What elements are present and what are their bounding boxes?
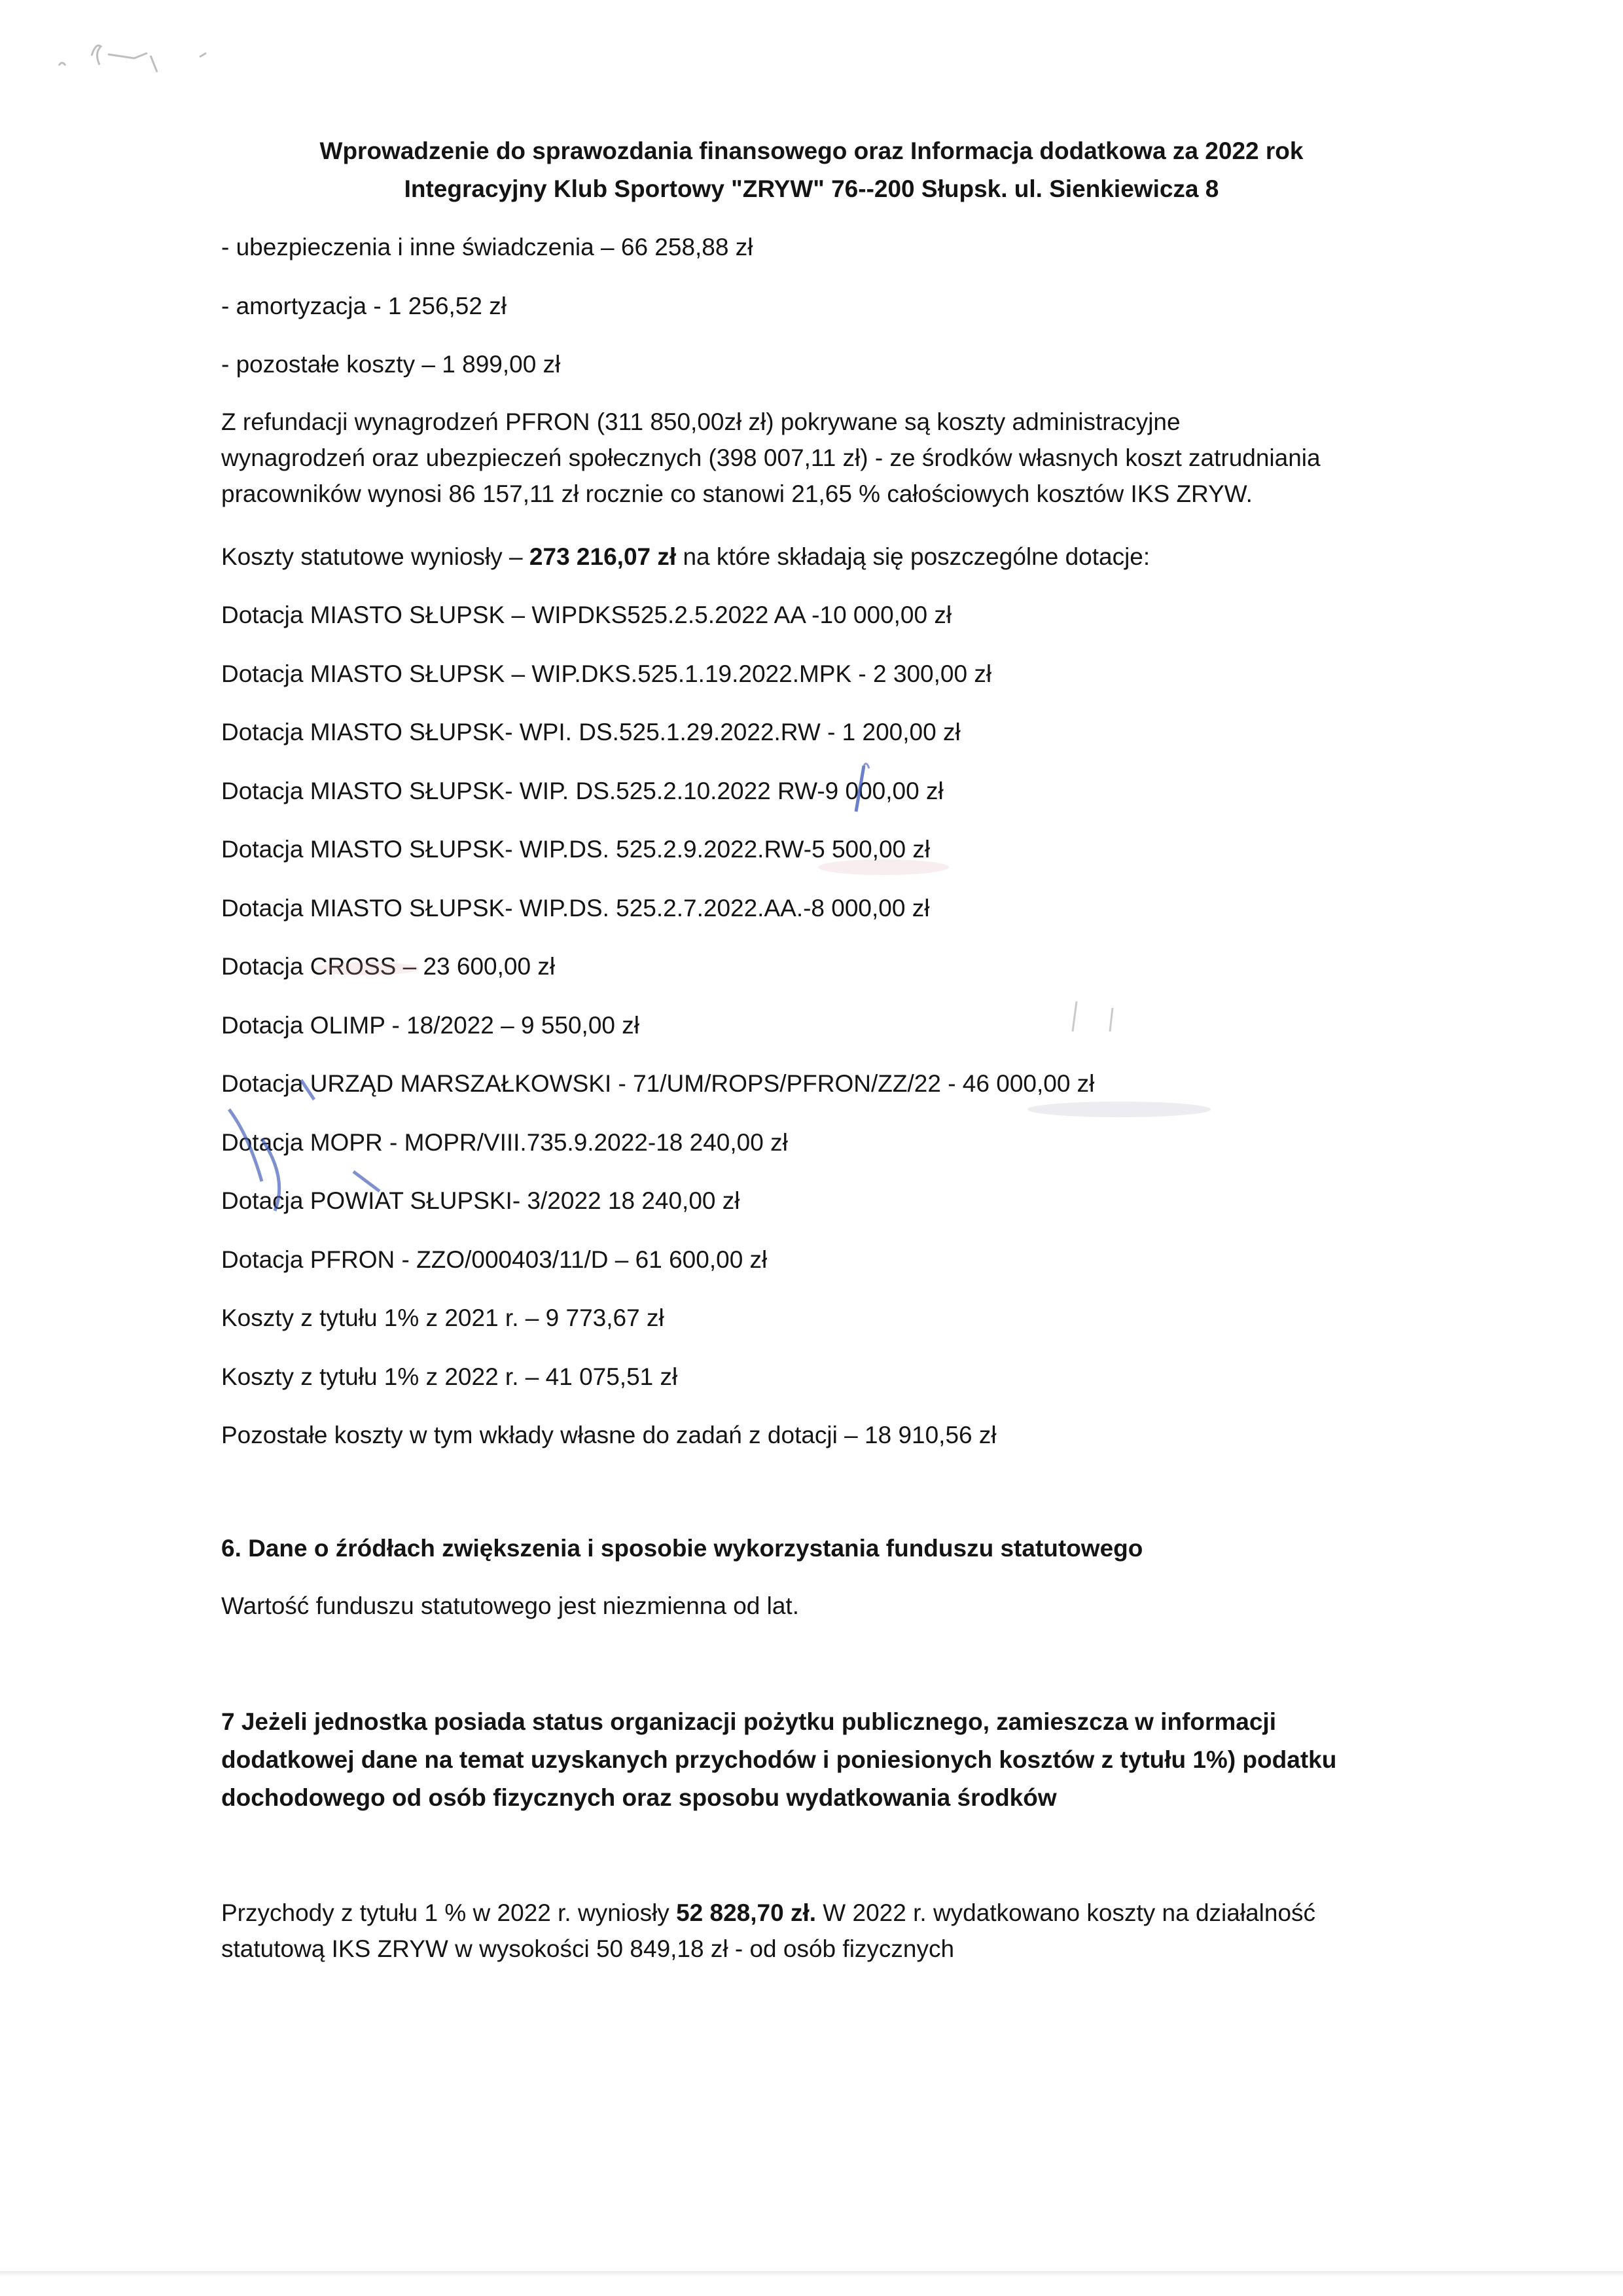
scan-mark-icon bbox=[46, 29, 216, 92]
subsidy-item: Koszty z tytułu 1% z 2022 r. – 41 075,51 zł bbox=[221, 1363, 678, 1390]
income-paragraph-line2: statutową IKS ZRYW w wysokości 50 849,18 zł - od osób fizycznych bbox=[221, 1935, 955, 1962]
document-header bbox=[196, 132, 1427, 208]
refund-paragraph-line2: wynagrodzeń oraz ubezpieczeń społecznych (398 007,11 zł) - ze środków własnych koszt zatrudniania bbox=[221, 444, 1321, 471]
refund-paragraph-line1: Z refundacji wynagrodzeń PFRON (311 850,00zł zł) pokrywane są koszty administracyjne bbox=[221, 408, 1181, 435]
subsidy-item: Dotacja MIASTO SŁUPSK – WIP.DKS.525.1.19.2022.MPK - 2 300,00 zł bbox=[221, 660, 992, 687]
section6-heading: 6. Dane o źródłach zwiększenia i sposobie wykorzystania funduszu statutowego bbox=[221, 1535, 1143, 1562]
income-paragraph-line1 bbox=[221, 1898, 1315, 1928]
subsidy-item: Dotacja POWIAT SŁUPSKI- 3/2022 18 240,00 zł bbox=[221, 1187, 740, 1214]
subsidy-item: Dotacja PFRON - ZZO/000403/11/D – 61 600,00 zł bbox=[221, 1246, 768, 1273]
subsidy-item: Dotacja MOPR - MOPR/VIII.735.9.2022-18 240,00 zł bbox=[221, 1129, 788, 1156]
subsidy-item: Dotacja MIASTO SŁUPSK- WIP.DS. 525.2.9.2022.RW-5 500,00 zł bbox=[221, 836, 931, 863]
section7-line3: dochodowego od osób fizycznych oraz sposobu wydatkowania środków bbox=[221, 1784, 1057, 1811]
cost-item: - amortyzacja - 1 256,52 zł bbox=[221, 293, 507, 319]
refund-paragraph-line3: pracowników wynosi 86 157,11 zł rocznie co stanowi 21,65 % całościowych kosztów IKS ZRYW. bbox=[221, 480, 1253, 507]
header-title-line2: Integracyjny Klub Sportowy "ZRYW" 76--200 Słupsk. ul. Sienkiewicza 8 bbox=[404, 175, 1219, 202]
statutory-costs-suffix: na które składają się poszczególne dotacje: bbox=[676, 543, 1150, 570]
statutory-costs-line bbox=[221, 542, 1150, 572]
section6-text: Wartość funduszu statutowego jest niezmienna od lat. bbox=[221, 1592, 799, 1619]
income-suffix: W 2022 r. wydatkowano koszty na działalność bbox=[816, 1899, 1316, 1926]
section7-line1: 7 Jeżeli jednostka posiada status organizacji pożytku publicznego, zamieszcza w informacji bbox=[221, 1708, 1276, 1735]
subsidy-item: Dotacja MIASTO SŁUPSK- WIP. DS.525.2.10.2022 RW-9 000,00 zł bbox=[221, 778, 944, 804]
subsidy-item: Dotacja URZĄD MARSZAŁKOWSKI - 71/UM/ROPS/PFRON/ZZ/22 - 46 000,00 zł bbox=[221, 1070, 1095, 1097]
section7-line2: dodatkowej dane na temat uzyskanych przychodów i poniesionych kosztów z tytułu 1%) podatku bbox=[221, 1746, 1337, 1773]
income-amount: 52 828,70 zł. bbox=[676, 1899, 817, 1926]
subsidy-item: Dotacja MIASTO SŁUPSK- WPI. DS.525.1.29.2022.RW - 1 200,00 zł bbox=[221, 719, 961, 745]
scan-bottom-edge bbox=[0, 2271, 1623, 2276]
section7-paragraph bbox=[221, 1703, 1432, 1817]
statutory-costs-prefix: Koszty statutowe wyniosły – bbox=[221, 543, 529, 570]
subsidy-item: Dotacja MIASTO SŁUPSK- WIP.DS. 525.2.7.2022.AA.-8 000,00 zł bbox=[221, 895, 930, 922]
subsidy-item: Dotacja OLIMP - 18/2022 – 9 550,00 zł bbox=[221, 1012, 639, 1039]
cost-item: - pozostałe koszty – 1 899,00 zł bbox=[221, 351, 561, 378]
cost-item: - ubezpieczenia i inne świadczenia – 66 258,88 zł bbox=[221, 234, 753, 260]
header-title-line1: Wprowadzenie do sprawozdania finansowego oraz Informacja dodatkowa za 2022 rok bbox=[319, 137, 1304, 164]
subsidy-item: Pozostałe koszty w tym wkłady własne do zadań z dotacji – 18 910,56 zł bbox=[221, 1422, 997, 1448]
subsidy-item: Dotacja CROSS – 23 600,00 zł bbox=[221, 953, 556, 980]
subsidy-item: Dotacja MIASTO SŁUPSK – WIPDKS525.2.5.2022 AA -10 000,00 zł bbox=[221, 601, 952, 628]
subsidy-item: Koszty z tytułu 1% z 2021 r. – 9 773,67 zł bbox=[221, 1304, 664, 1331]
statutory-costs-amount: 273 216,07 zł bbox=[529, 543, 677, 570]
income-prefix: Przychody z tytułu 1 % w 2022 r. wyniosły bbox=[221, 1899, 677, 1926]
